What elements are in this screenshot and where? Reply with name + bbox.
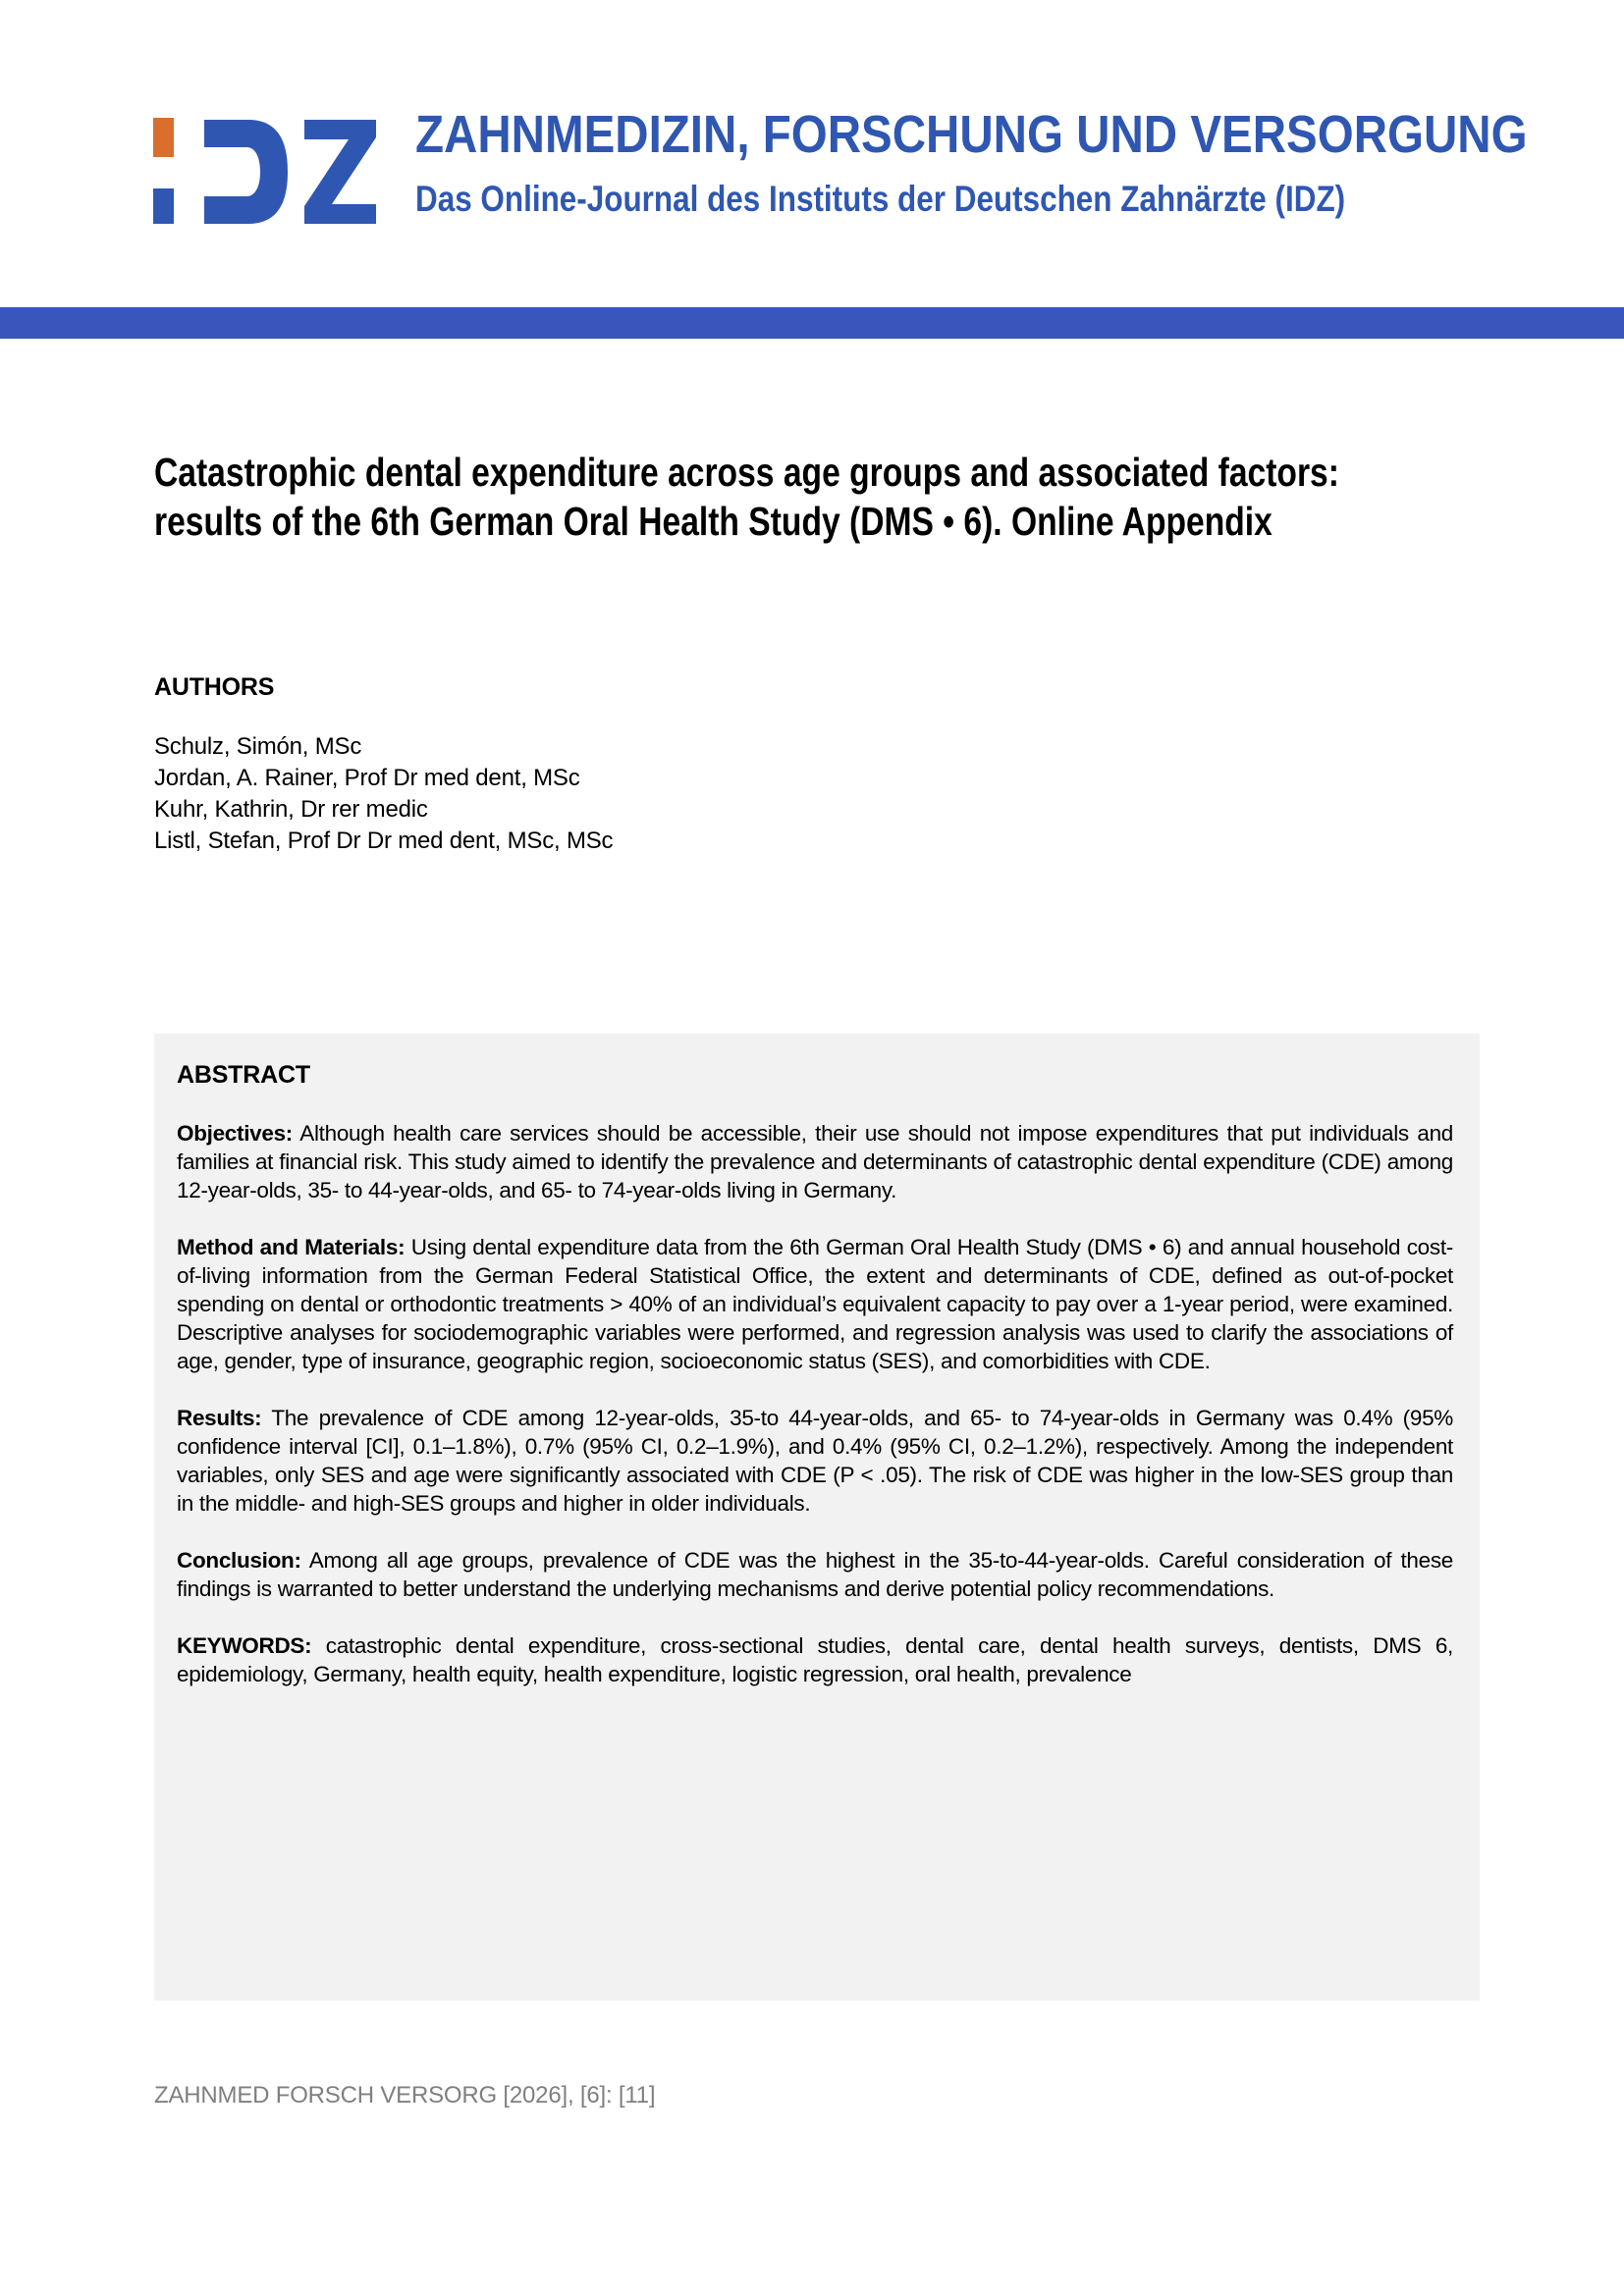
paragraph-label: KEYWORDS: xyxy=(177,1633,312,1658)
article-title-line1: Catastrophic dental expenditure across age groups and associated factors: xyxy=(154,450,1339,495)
logo-letter-z xyxy=(304,120,376,224)
logo-letter-d xyxy=(204,120,288,224)
authors-list xyxy=(154,731,613,857)
article-title xyxy=(154,448,1548,546)
journal-subtitle xyxy=(415,179,1509,220)
abstract-box xyxy=(154,1034,1480,2001)
abstract-paragraph-conclusion xyxy=(177,1546,1453,1603)
abstract-paragraph-methods xyxy=(177,1233,1453,1375)
authors-heading: AUTHORS xyxy=(154,673,275,701)
header-divider-bar xyxy=(0,307,1624,339)
journal-title xyxy=(415,104,1624,165)
abstract-paragraph-objectives xyxy=(177,1119,1453,1204)
author-name: Kuhr, Kathrin, Dr rer medic xyxy=(154,796,428,823)
paragraph-text: catastrophic dental expenditure, cross-sectional studies, dental care, dental health surveys, dentists, DMS 6, epidemiology, Germany, health equity, health expenditure, logistic regression, oral health, prevalence xyxy=(177,1633,1453,1686)
paragraph-label: Conclusion: xyxy=(177,1548,301,1573)
logo-i-stem xyxy=(153,188,174,224)
paragraph-text: Although health care services should be accessible, their use should not impose expenditures that put individuals and families at financial risk. This study aimed to identify the prevalence and determinants of catastrophic dental expenditure (CDE) among 12-year-olds, 35- to 44-year-olds, and 65- to 74-year-olds living in Germany. xyxy=(177,1121,1453,1202)
author-name: Listl, Stefan, Prof Dr Dr med dent, MSc, MSc xyxy=(154,828,614,854)
author-name: Schulz, Simón, MSc xyxy=(154,733,362,760)
article-title-line2: results of the 6th German Oral Health Study (DMS • 6). Online Appendix xyxy=(154,499,1272,544)
paragraph-text: Among all age groups, prevalence of CDE was the highest in the 35-to-44-year-olds. Careful consideration of these findings is warranted to better understand the underlying mechanisms and derive potential policy recommendations. xyxy=(177,1548,1453,1601)
abstract-paragraph-keywords xyxy=(177,1631,1453,1688)
paragraph-label: Objectives: xyxy=(177,1121,294,1146)
abstract-paragraph-results xyxy=(177,1404,1453,1518)
abstract-heading: ABSTRACT xyxy=(177,1061,310,1089)
paragraph-label: Method and Materials: xyxy=(177,1235,406,1259)
footer-citation: ZAHNMED FORSCH VERSORG [2026], [6]: [11] xyxy=(154,2082,656,2109)
logo-i-dot xyxy=(153,118,174,157)
journal-title-text: ZAHNMEDIZIN, FORSCHUNG UND VERSORGUNG xyxy=(415,105,1528,164)
paragraph-text: Using dental expenditure data from the 6th German Oral Health Study (DMS • 6) and annual household cost-of-living information from the German Federal Statistical Office, the extent and determinants of CDE, defined as out-of-pocket spending on dental or orthodontic treatments > 40% of an individual’s equivalent capacity to pay over a 1-year period, were examined. Descriptive analyses for sociodemographic variables were performed, and regression analysis was used to clarify the associations of age, gender, type of insurance, geographic region, socioeconomic status (SES), and comorbidities with CDE. xyxy=(177,1235,1453,1373)
paragraph-label: Results: xyxy=(177,1406,262,1430)
paragraph-text: The prevalence of CDE among 12-year-olds, 35-to 44-year-olds, and 65- to 74-year-olds in Germany was 0.4% (95% confidence interval [CI], 0.1–1.8%), 0.7% (95% CI, 0.2–1.9%), and 0.4% (95% CI, 0.2–1.2%), respectively. Among the independent variables, only SES and age were significantly associated with CDE (P < .05). The risk of CDE was higher in the low-SES group than in the middle- and high-SES groups and higher in older individuals. xyxy=(177,1406,1453,1516)
author-name: Jordan, A. Rainer, Prof Dr med dent, MSc xyxy=(154,765,580,791)
idz-logo-icon xyxy=(153,118,376,224)
journal-subtitle-text: Das Online-Journal des Instituts der Deutschen Zahnärzte (IDZ) xyxy=(415,179,1346,219)
